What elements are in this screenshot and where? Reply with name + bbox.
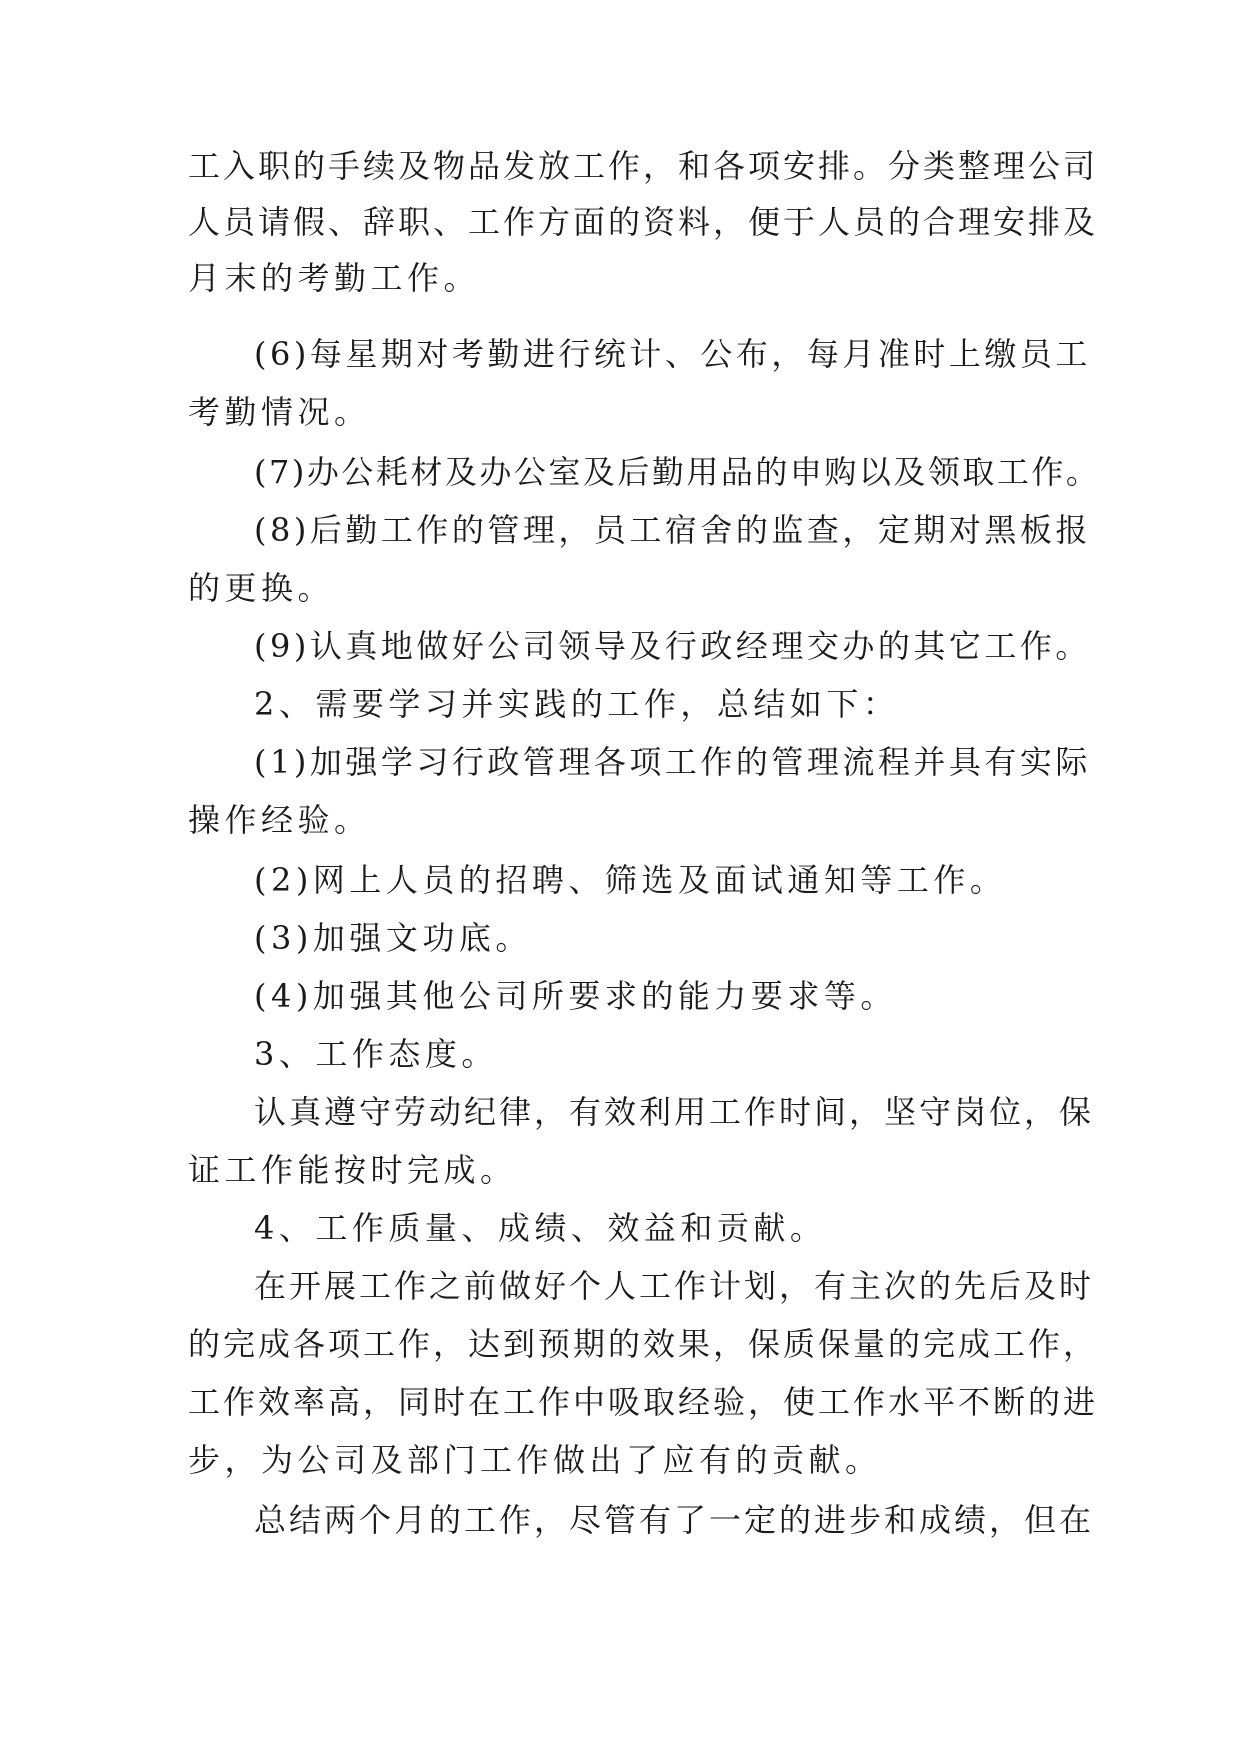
text-line: (8)后勤工作的管理，员工宿舍的监查，定期对黑板报 (254, 511, 1091, 549)
text-line: 月末的考勤工作。 (188, 259, 481, 297)
text-line: 2、需要学习并实践的工作，总结如下： (254, 685, 900, 723)
text-line: (2)网上人员的招聘、筛选及面试通知等工作。 (254, 861, 1007, 899)
text-line: 工入职的手续及物品发放工作，和各项安排。分类整理公司 (188, 147, 1099, 185)
text-line: 在开展工作之前做好个人工作计划，有主次的先后及时 (254, 1267, 1095, 1305)
text-line: 操作经验。 (188, 801, 371, 839)
text-line: 总结两个月的工作，尽管有了一定的进步和成绩，但在 (254, 1501, 1095, 1539)
text-line: 证工作能按时完成。 (188, 1151, 517, 1189)
text-line: 人员请假、辞职、工作方面的资料，便于人员的合理安排及 (188, 203, 1099, 241)
text-line: (1)加强学习行政管理各项工作的管理流程并具有实际 (254, 743, 1091, 781)
text-line: 步，为公司及部门工作做出了应有的贡献。 (188, 1441, 882, 1479)
text-line: 考勤情况。 (188, 393, 371, 431)
text-line: (9)认真地做好公司领导及行政经理交办的其它工作。 (254, 627, 1091, 665)
text-line: 4、工作质量、成绩、效益和贡献。 (254, 1209, 827, 1247)
text-line: 的完成各项工作，达到预期的效果，保质保量的完成工作， (188, 1325, 1099, 1363)
text-line: 工作效率高，同时在工作中吸取经验，使工作水平不断的进 (188, 1383, 1099, 1421)
text-line: 3、工作态度。 (254, 1035, 498, 1073)
text-line: (3)加强文功底。 (254, 919, 532, 957)
text-line: 认真遵守劳动纪律，有效利用工作时间，坚守岗位，保 (254, 1093, 1095, 1131)
text-line: (7)办公耗材及办公室及后勤用品的申购以及领取工作。 (254, 453, 1101, 491)
text-line: (6)每星期对考勤进行统计、公布，每月准时上缴员工 (254, 335, 1091, 373)
text-line: (4)加强其他公司所要求的能力要求等。 (254, 977, 897, 1015)
text-line: 的更换。 (188, 569, 335, 607)
